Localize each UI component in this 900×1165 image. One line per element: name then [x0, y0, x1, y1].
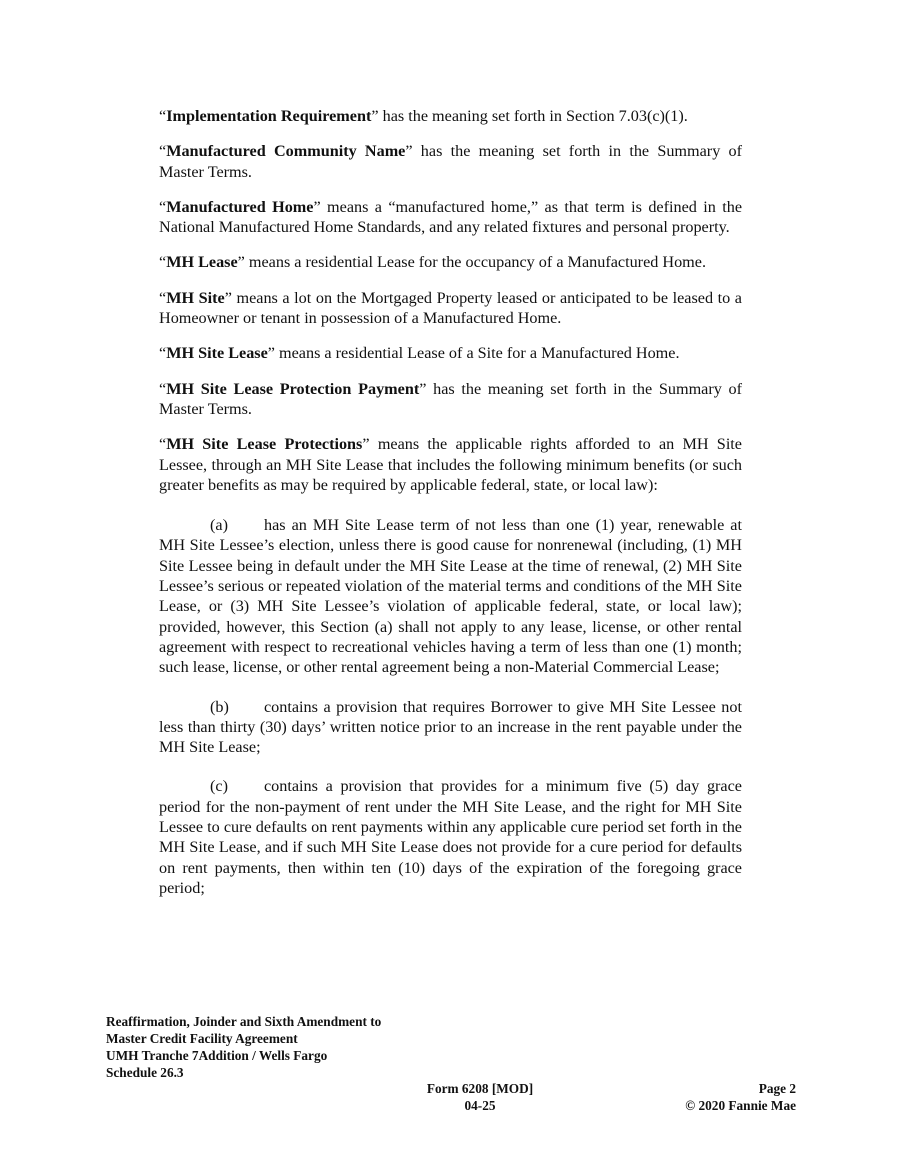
footer-line: Schedule 26.3: [106, 1065, 184, 1080]
footer-line: Master Credit Facility Agreement: [106, 1031, 298, 1046]
definition-text: means the applicable rights afforded to an MH Site Lessee, through an MH Site Lease that includes the following minimum benefits (or such greater benefits as may be required by applicable federal, state, or local law):: [159, 435, 742, 494]
list-item-text: has an MH Site Lease term of not less than one (1) year, renewable at MH Site Lessee’s election, unless there is good cause for nonrenewal (including, (1) MH Site Lessee being in default under the MH Site Lease at the time of renewal, (2) MH Site Lessee’s serious or repeated violation of the material terms and conditions of the MH Site Lease, or (3) MH Site Lessee’s violation of applicable federal, state, or local law); provided, however, this Section (a) shall not apply to any lease, license, or other rental agreement with respect to recreational vehicles having a term of less than one (1) month; such lease, license, or other rental agreement being a non-Material Commercial Lease;: [159, 516, 742, 677]
footer-line: Reaffirmation, Joinder and Sixth Amendment to: [106, 1014, 382, 1029]
definition-text: means a “manufactured home,” as that term is defined in the National Manufactured Home Standards, and any related fixtures and personal property.: [159, 197, 743, 237]
list-item-label: (a): [210, 516, 228, 535]
footer-document-title: [106, 1013, 381, 1081]
list-item-c: [159, 776, 742, 898]
definition-1: “Manufactured Community Name” has the meaning set forth in the Summary of Master Terms.: [159, 142, 742, 181]
definition-text: has the meaning set forth in Section 7.03(c)(1).: [378, 107, 688, 125]
definition-term: MH Site Lease Protections: [166, 435, 363, 454]
copyright: © 2020 Fannie Mae: [685, 1098, 796, 1113]
definition-text: has the meaning set forth in the Summary of Master Terms.: [159, 379, 743, 418]
page-number: Page 2: [758, 1081, 796, 1096]
definition-5: “MH Site Lease” means a residential Lease of a Site for a Manufactured Home.: [159, 344, 680, 363]
footer-line: UMH Tranche 7Addition / Wells Fargo: [106, 1048, 328, 1063]
definition-4: “MH Site” means a lot on the Mortgaged Property leased or anticipated to be leased to a Homeowner or tenant in possession of a Manufactured Home.: [159, 288, 742, 328]
definition-text: means a residential Lease for the occupancy of a Manufactured Home.: [244, 253, 706, 272]
list-item-label: (b): [210, 697, 229, 716]
list-item-text: contains a provision that provides for a minimum five (5) day grace period for the non-payment of rent under the MH Site Lease, and the right for MH Site Lessee to cure defaults on rent payments within any applicable cure period set forth in the MH Site Lease, and if such MH Site Lease does not provide for a cure period for defaults on rent payments, then within ten (10) days of the expiration of the foregoing grace period;: [159, 777, 742, 897]
list-item-text: contains a provision that requires Borrower to give MH Site Lessee not less than thirty (30) days’ written notice prior to an increase in the rent payable under the MH Site Lease;: [159, 697, 742, 757]
definition-text: has the meaning set forth in the Summary of Master Terms.: [159, 142, 742, 181]
form-date: 04-25: [464, 1098, 496, 1113]
definition-2: “Manufactured Home” means a “manufactured home,” as that term is defined in the National Manufactured Home Standards, and any related fixtures and personal property.: [159, 197, 743, 237]
definition-term: MH Site Lease: [166, 344, 268, 363]
definition-term: Manufactured Community Name: [166, 142, 406, 161]
definition-term: MH Lease: [166, 253, 238, 272]
definition-term: MH Site Lease Protection Payment: [166, 379, 420, 398]
definitions-section: [159, 106, 742, 913]
definition-term: Implementation Requirement: [166, 107, 372, 125]
definition-text: means a lot on the Mortgaged Property leased or anticipated to be leased to a Homeowner or tenant in possession of a Manufactured Home.: [159, 288, 742, 328]
definition-term: MH Site: [166, 288, 225, 307]
list-item-b: [159, 697, 742, 758]
definition-0: “Implementation Requirement” has the meaning set forth in Section 7.03(c)(1).: [159, 107, 688, 125]
list-item-a: [159, 515, 742, 677]
definition-3: “MH Lease” means a residential Lease for the occupancy of a Manufactured Home.: [159, 253, 706, 272]
definition-7: “MH Site Lease Protections” means the applicable rights afforded to an MH Site Lessee, through an MH Site Lease that includes the following minimum benefits (or such greater benefits as may be required by applicable federal, state, or local law):: [159, 435, 742, 494]
footer-page-info: [685, 1080, 796, 1114]
list-item-label: (c): [210, 777, 228, 796]
definition-term: Manufactured Home: [166, 197, 314, 216]
form-number: Form 6208 [MOD]: [426, 1081, 534, 1096]
footer-form-info: [380, 1080, 580, 1114]
definition-text: means a residential Lease of a Site for a Manufactured Home.: [274, 344, 680, 363]
definition-6: “MH Site Lease Protection Payment” has the meaning set forth in the Summary of Master Terms.: [159, 379, 743, 418]
